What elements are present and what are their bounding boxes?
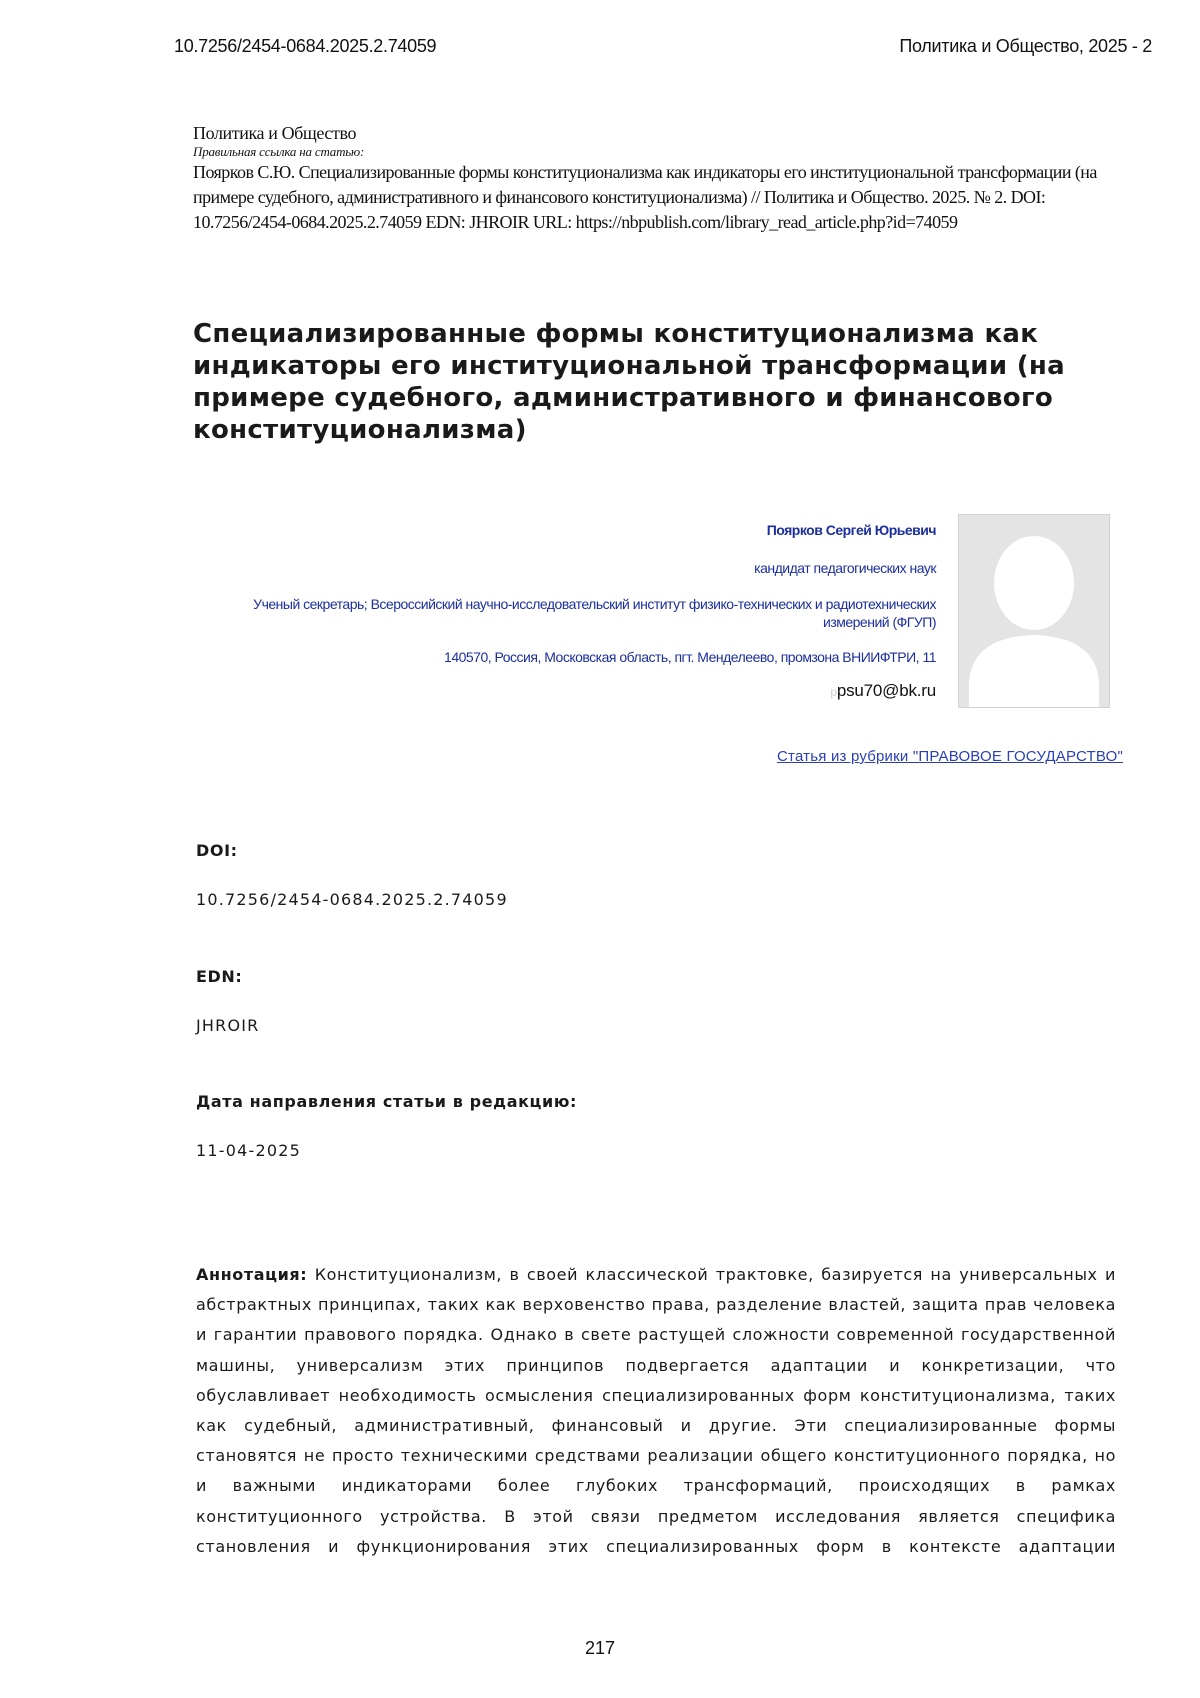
avatar-silhouette-icon (959, 515, 1109, 707)
author-position: Ученый секретарь; Всероссийский научно-исследовательский институт физико-технических и радиотехнических измерений (ФГУП) (236, 595, 936, 631)
rubric-link[interactable]: Статья из рубрики "ПРАВОВОЕ ГОСУДАРСТВО" (777, 748, 1123, 765)
citation-label: Правильная ссылка на статью: (193, 144, 1133, 160)
page-number: 217 (0, 1638, 1200, 1659)
submission-date-value: 11-04-2025 (196, 1141, 301, 1160)
author-block (236, 522, 936, 701)
running-head-doi: 10.7256/2454-0684.2025.2.74059 (174, 36, 436, 57)
citation-block (193, 122, 1133, 235)
author-address: 140570, Россия, Московская область, пгт. Менделеево, промзона ВНИИФТРИ, 11 (236, 649, 936, 665)
avatar (958, 514, 1110, 708)
doi-label: DOI: (196, 841, 238, 860)
doi-value: 10.7256/2454-0684.2025.2.74059 (196, 890, 508, 909)
edn-value: JHROIR (196, 1016, 260, 1035)
author-name: Поярков Сергей Юрьевич (236, 522, 936, 538)
author-email[interactable]: psu70@bk.ru (837, 681, 936, 700)
abstract (196, 1260, 1116, 1562)
running-head-journal: Политика и Общество, 2025 - 2 (899, 36, 1152, 57)
submission-date-label: Дата направления статьи в редакцию: (196, 1092, 577, 1111)
author-degree: кандидат педагогических наук (236, 560, 936, 576)
email-prefix: p (830, 685, 836, 699)
citation-journal: Политика и Общество (193, 122, 1133, 144)
edn-label: EDN: (196, 967, 242, 986)
abstract-label: Аннотация: (196, 1265, 307, 1284)
abstract-text: Конституционализм, в своей классической трактовке, базируется на универсальных и абстрактных принципах, таких как верховенство права, разделение властей, защита прав человека и гарантии правового порядка. Однако в свете растущей сложности современной государственной машины, универсализм этих принципов подвергается адаптации и конкретизации, что обуславливает необходимость осмысления специализированных форм конституционализма, таких как судебный, административный, финансовый и другие. Эти специализированные формы становятся не просто техническими средствами реализации общего конституционного порядка, но и важными индикаторами более глубоких трансформаций, происходящих в рамках конституционного устройства. В этой связи предметом исследования является специфика становления и функционирования этих специализированных форм в контексте адаптации (196, 1265, 1116, 1556)
author-email-row[interactable] (236, 681, 936, 701)
citation-text: Поярков С.Ю. Специализированные формы конституционализма как индикаторы его институциональной трансформации (на примере судебного, административного и финансового конституционализма) // Политика и Общество. 2025. № 2. DOI: 10.7256/2454-0684.2025.2.74059 EDN: JHROIR URL: https://nbpublish.com/library_read_article.php?id=74059 (193, 160, 1133, 235)
article-title: Специализированные формы конституционализма как индикаторы его институциональной трансформации (на примере судебного, административного и финансового конституционализма) (193, 318, 1093, 446)
